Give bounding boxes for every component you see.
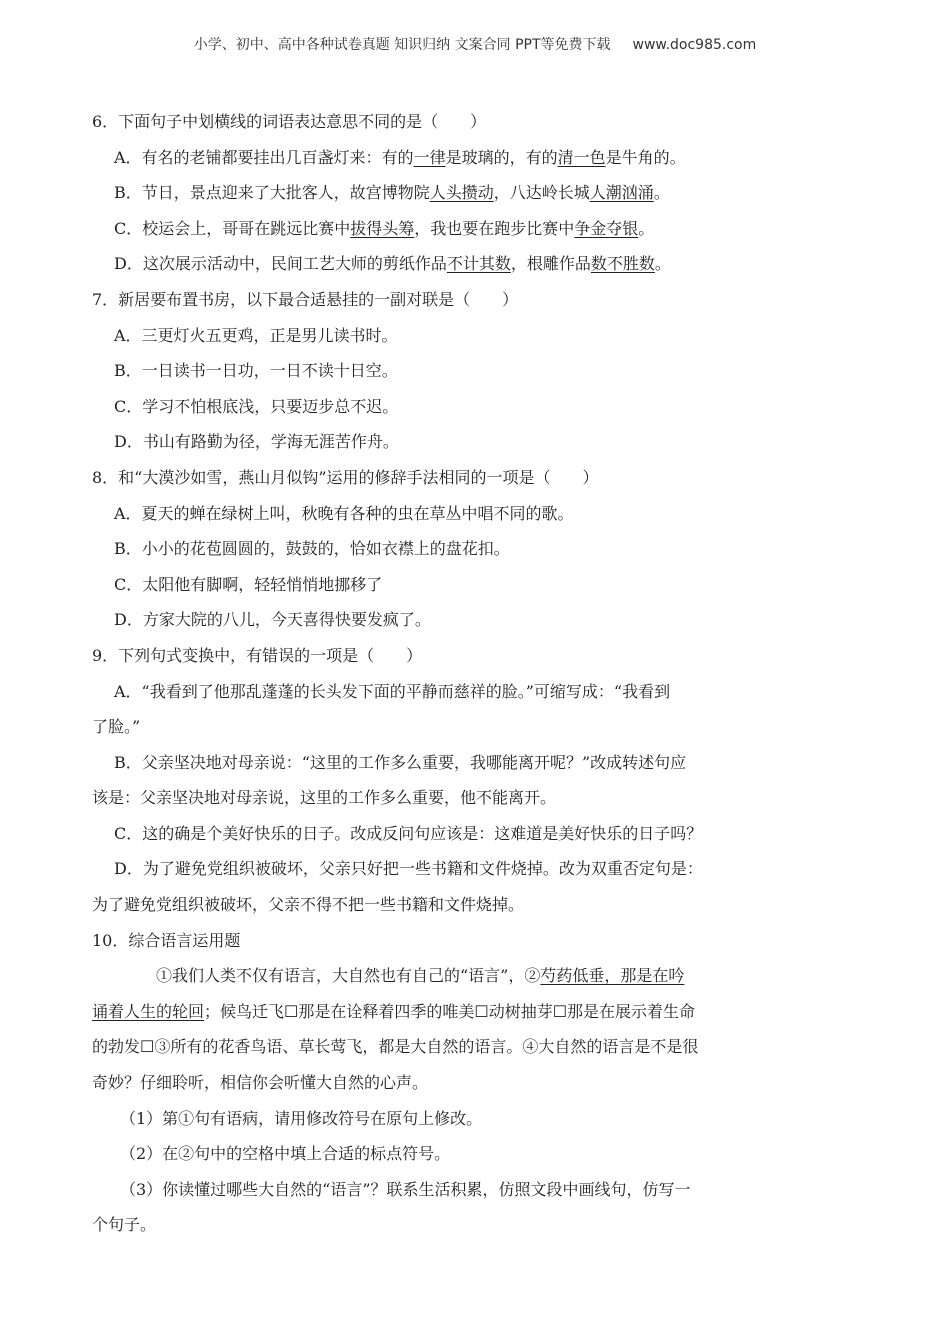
question-9-option-d: D．为了避免党组织被破坏，父亲只好把一些书籍和文件烧掉。改为双重否定句是： bbox=[114, 859, 703, 879]
question-10-passage-line-3: 的勃发☐③所有的花香鸟语、草长莺飞，都是大自然的语言。④大自然的语言是不是很 bbox=[92, 1037, 699, 1057]
question-8-option-d: D．方家大院的八儿，今天喜得快要发疯了。 bbox=[114, 610, 431, 630]
question-8-option-b: B．小小的花苞圆圆的，鼓鼓的，恰如衣襟上的盘花扣。 bbox=[114, 539, 510, 559]
question-9-stem: 9．下列句式变换中，有错误的一项是（ ） bbox=[92, 645, 423, 665]
question-10-passage-line-1: ①我们人类不仅有语言，大自然也有自己的“语言”，②芍药低垂，那是在吟 bbox=[156, 966, 685, 986]
underlined-word: 清一色 bbox=[557, 147, 606, 167]
question-9-option-a: A．“我看到了他那乱蓬蓬的长头发下面的平静而慈祥的脸。”可缩写成：“我看到 bbox=[114, 681, 671, 701]
question-10-sub-3: （3）你读懂过哪些大自然的“语言”？联系生活积累，仿照文段中画线句，仿写一 bbox=[120, 1179, 691, 1199]
question-9-option-a-cont: 了脸。” bbox=[92, 717, 141, 737]
question-6-option-c: C．校运会上，哥哥在跳远比赛中拔得头筹，我也要在跑步比赛中争金夺银。 bbox=[114, 218, 655, 238]
question-8-option-a: A．夏天的蝉在绿树上叫，秋晚有各种的虫在草丛中唱不同的歌。 bbox=[114, 503, 574, 523]
question-6-option-b: B．节日，景点迎来了大批客人，故宫博物院人头攒动，八达岭长城人潮汹涌。 bbox=[114, 183, 670, 203]
underlined-word: 人头攒动 bbox=[429, 183, 494, 203]
page-header bbox=[0, 34, 950, 54]
question-8-option-c: C．太阳他有脚啊，轻轻悄悄地挪移了 bbox=[114, 574, 383, 594]
question-10-passage-line-2: 诵着人生的轮回；候鸟迁飞☐那是在诠释着四季的唯美☐动树抽芽☐那是在展示着生命 bbox=[92, 1001, 696, 1021]
header-text: 小学、初中、高中各种试卷真题 知识归纳 文案合同 PPT等免费下载 bbox=[193, 37, 611, 53]
header-site-link[interactable]: www.doc985.com bbox=[632, 37, 757, 53]
underlined-word: 数不胜数 bbox=[590, 254, 655, 274]
question-10-stem: 10．综合语言运用题 bbox=[92, 930, 241, 950]
underlined-word: 人潮汹涌 bbox=[589, 183, 654, 203]
question-6-option-a: A．有名的老铺都要挂出几百盏灯来：有的一律是玻璃的，有的清一色是牛角的。 bbox=[114, 147, 686, 167]
question-6-option-d: D．这次展示活动中，民间工艺大师的剪纸作品不计其数，根雕作品数不胜数。 bbox=[114, 254, 671, 274]
question-10-passage-line-4: 奇妙？仔细聆听，相信你会听懂大自然的心声。 bbox=[92, 1073, 429, 1093]
question-9-option-d-cont: 为了避免党组织被破坏，父亲不得不把一些书籍和文件烧掉。 bbox=[92, 895, 525, 915]
document-body bbox=[92, 104, 758, 1243]
question-6-stem: 6．下面句子中划横线的词语表达意思不同的是（ ） bbox=[92, 112, 487, 131]
question-10-sub-1: （1）第①句有语病，请用修改符号在原句上修改。 bbox=[120, 1108, 483, 1128]
underlined-sentence: 芍药低垂，那是在吟 bbox=[540, 966, 685, 986]
question-7-option-d: D．书山有路勤为径，学海无涯苦作舟。 bbox=[114, 432, 399, 452]
underlined-word: 不计其数 bbox=[446, 254, 511, 274]
question-7-stem: 7．新居要布置书房，以下最合适悬挂的一副对联是（ ） bbox=[92, 289, 519, 309]
question-9-option-b: B．父亲坚决地对母亲说：“这里的工作多么重要，我哪能离开呢？”改成转述句应 bbox=[114, 752, 687, 772]
question-7-option-a: A．三更灯火五更鸡，正是男儿读书时。 bbox=[114, 325, 398, 345]
question-8-stem: 8．和“大漠沙如雪，燕山月似钩”运用的修辞手法相同的一项是（ ） bbox=[92, 467, 599, 487]
question-9-option-c: C．这的确是个美好快乐的日子。改成反问句应该是：这难道是美好快乐的日子吗？ bbox=[114, 823, 703, 843]
question-9-option-b-cont: 该是：父亲坚决地对母亲说，这里的工作多么重要，他不能离开。 bbox=[92, 788, 557, 808]
question-7-option-c: C．学习不怕根底浅，只要迈步总不迟。 bbox=[114, 396, 399, 416]
question-7-option-b: B．一日读书一日功，一日不读十日空。 bbox=[114, 361, 398, 381]
underlined-word: 一律 bbox=[413, 147, 446, 167]
underlined-word: 争金夺银 bbox=[574, 218, 639, 238]
question-10-sub-3-cont: 个句子。 bbox=[92, 1215, 157, 1235]
question-10-sub-2: （2）在②句中的空格中填上合适的标点符号。 bbox=[120, 1144, 451, 1164]
underlined-sentence: 诵着人生的轮回 bbox=[92, 1001, 205, 1021]
underlined-word: 拔得头筹 bbox=[350, 218, 415, 238]
